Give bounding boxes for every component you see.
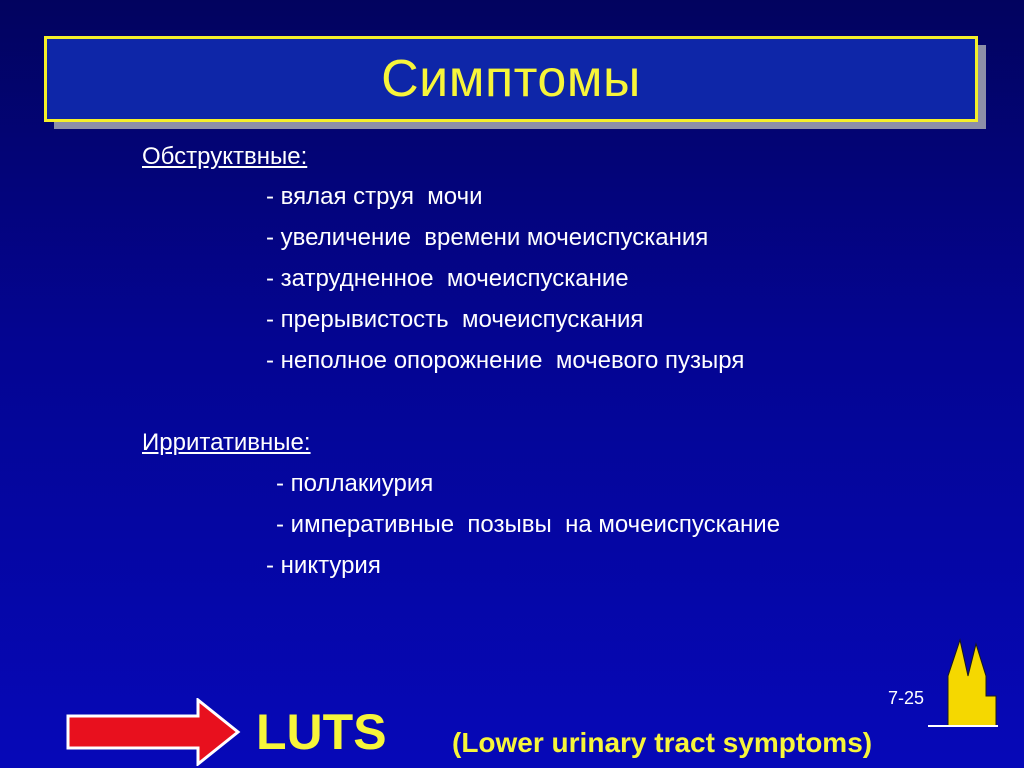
obstructive-item: - прерывистость мочеиспускания	[266, 306, 644, 333]
obstructive-item: - затрудненное мочеиспускание	[266, 265, 629, 292]
luts-description: (Lower urinary tract symptoms)	[452, 727, 873, 758]
obstructive-item: - неполное опорожнение мочевого пузыря	[266, 347, 745, 374]
luts-label: LUTS	[256, 704, 387, 760]
obstructive-heading: Обструктвные:	[142, 143, 308, 170]
irritative-heading: Ирритативные:	[142, 429, 311, 456]
title-box	[44, 36, 978, 122]
right-arrow-icon	[66, 698, 242, 766]
cathedral-icon	[928, 636, 998, 728]
irritative-item: - императивные позывы на мочеиспускание	[276, 511, 781, 538]
slide-number: 7-25	[888, 688, 925, 708]
obstructive-item: - увеличение времени мочеиспускания	[266, 224, 709, 251]
irritative-item: - никтурия	[266, 552, 381, 579]
irritative-item: - поллакиурия	[276, 470, 434, 497]
obstructive-item: - вялая струя мочи	[266, 183, 483, 210]
slide-title: Симптомы	[381, 50, 641, 108]
